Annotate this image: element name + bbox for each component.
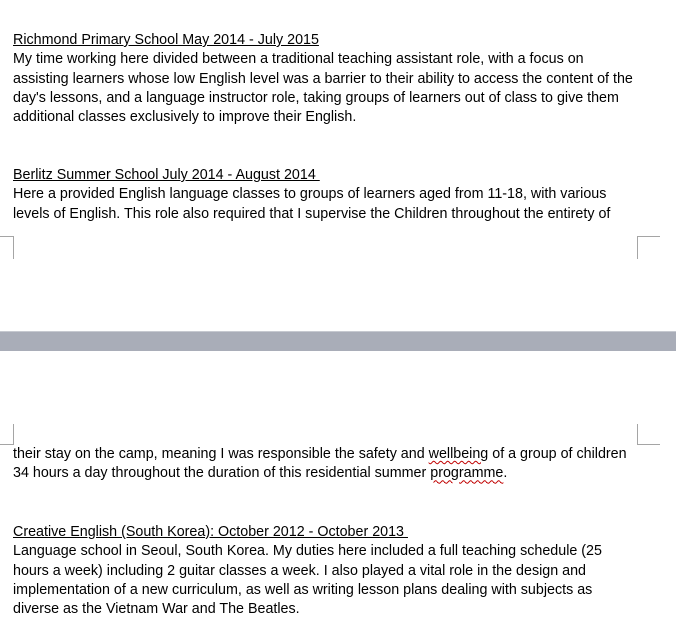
section-body: My time working here divided between a traditional teaching assistant role, with a focus on assisting learners whose low English level was a barrier to their ability to access the content of the day's lessons, and a language instructor role, taking groups of learners out of class to give them additional classes exclusively to improve their English. (13, 51, 633, 126)
spelling-flag[interactable]: programme (430, 465, 504, 482)
section-heading: Richmond Primary School May 2014 - July 2015 (13, 32, 319, 48)
text-run: of a group of children 34 hours a day throughout the duration of this residential summer (13, 446, 627, 482)
text-run: their stay on the camp, meaning I was responsible the safety and (13, 446, 429, 462)
document-page-2 (0, 351, 676, 618)
section-richmond (13, 31, 638, 127)
section-berlitz (13, 166, 638, 224)
section-body: Here a provided English language classes to groups of learners aged from 11-18, with various levels of English. This role also required that I supervise the Children throughout the entirety of (13, 186, 611, 222)
section-body-continued (13, 445, 638, 484)
section-body: Language school in Seoul, South Korea. My duties here included a full teaching schedule (25 hours a week) including 2 guitar classes a week. I also played a vital role in the design and implementation of a new curriculum, as well as writing lesson plans dealing with subjects as diverse as the Vietnam War and The Beatles. (13, 543, 602, 618)
page-separator (0, 331, 676, 351)
text-run: . (503, 465, 508, 482)
section-heading: Berlitz Summer School July 2014 - August 2014 (13, 167, 320, 183)
page-corner-mark (637, 236, 660, 259)
page-corner-mark (637, 424, 660, 445)
page-corner-mark (0, 424, 14, 445)
section-berlitz-continued (13, 445, 638, 484)
page-corner-mark (0, 236, 14, 259)
spelling-flag[interactable]: wellbeing (428, 446, 489, 462)
section-creative-english (13, 523, 638, 619)
section-heading: Creative English (South Korea): October 2012 - October 2013 (13, 524, 408, 540)
